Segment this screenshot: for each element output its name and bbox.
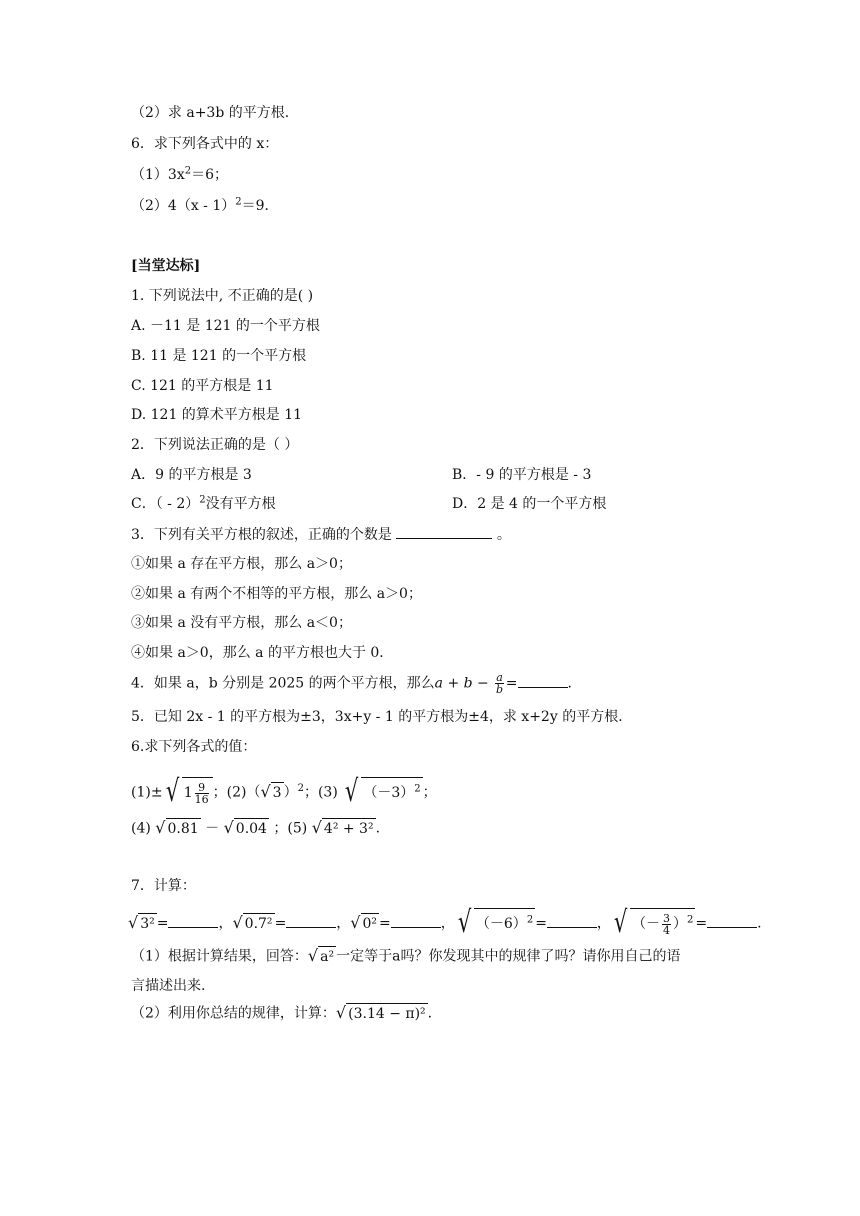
answer-blank[interactable] (707, 913, 757, 928)
answer-blank[interactable] (168, 913, 218, 928)
question-7-row: √ 3² = ， √ 0.7² = ， √ 0² = ， √ $(-6)^2$ = ， √ （－ $\frac{3}{4}$ ）$^2$ = . (128, 905, 762, 940)
radical: √ 1 $\frac{9}{16}$ (163, 777, 213, 808)
question-6-title: 6.求下列各式的值： (131, 739, 257, 755)
radical: √ 0.81 (155, 818, 199, 837)
answer-blank[interactable] (547, 913, 597, 928)
question-1-option-b: B. 11 是 121 的一个平方根 (131, 348, 307, 364)
question-3-item-3: ③如果 a 没有平方根，那么 a＜0； (131, 615, 352, 631)
question-5: 5．已知 2x - 1 的平方根为±3，3x+y - 1 的平方根为±4，求 x+2y 的平方根． (131, 709, 633, 725)
answer-blank[interactable] (391, 913, 441, 928)
radical: √ （－ $\frac{3}{4}$ ）$^2$ (613, 905, 694, 940)
radical: √ 3 (260, 782, 282, 801)
question-7-title: 7．计算： (131, 878, 196, 894)
q6-part1: $(1)3x^2=6$； (131, 165, 229, 183)
question-3: 3．下列有关平方根的叙述，正确的个数是 。 (131, 524, 511, 545)
radical: √ (3.14 − π)² (335, 1003, 426, 1022)
question-2-option-c: C．（ - 2）$^2$没有平方根 (131, 494, 276, 512)
question-6-row-1: (1)± √ 1 $\frac{9}{16}$ ；(2)（ √ 3 ）$^2$；(3) √ $(-3)^2$ ； (131, 774, 437, 809)
q5-part2: （2）求 a+3b 的平方根． (131, 105, 299, 121)
question-1-option-c: C. 121 的平方根是 11 (131, 378, 274, 394)
question-7-part-1-cont: 言描述出来. (131, 978, 206, 994)
question-4: 4．如果 a，b 分别是 2025 的两个平方根，那么a + b − $\frac{a}{b}$ = . (131, 671, 572, 696)
question-6-row-2: (4) √ 0.81 － √ 0.04 ；(5) √ 4² + 3² . (131, 818, 381, 837)
radical: √ 4² + 3² (311, 818, 374, 837)
question-1-option-a: A. －11 是 121 的一个平方根 (131, 318, 320, 334)
q6-part2: （2）4（x - 1）$^2$＝9． (131, 196, 279, 214)
question-3-item-2: ②如果 a 有两个不相等的平方根，那么 a＞0； (131, 586, 422, 602)
question-7-part-2: （2）利用你总结的规律，计算： √ (3.14 − π)² . (131, 1003, 433, 1022)
radical: √ 0.7² (232, 913, 273, 932)
question-2-option-a: A．9 的平方根是 3 (131, 467, 252, 483)
radical: √ 3² (128, 913, 155, 932)
section-heading: [当堂达标] (131, 258, 201, 274)
question-2: 2．下列说法正确的是（ ） (131, 437, 299, 453)
question-2-option-d: D．2 是 4 的一个平方根 (452, 496, 607, 512)
answer-blank[interactable] (396, 524, 492, 539)
fraction: $\frac{a}{b}$ (495, 671, 504, 696)
radical: √ $(-3)^2$ (345, 774, 421, 809)
question-1: 1. 下列说法中, 不正确的是( ) (131, 288, 314, 304)
radical: √ 0.04 (223, 818, 267, 837)
question-1-option-d: D. 121 的算术平方根是 11 (131, 407, 303, 423)
radical: √ a² (307, 946, 335, 965)
question-3-item-4: ④如果 a＞0，那么 a 的平方根也大于 0． (131, 645, 394, 661)
question-3-item-1: ①如果 a 存在平方根，那么 a＞0； (131, 556, 352, 572)
answer-blank[interactable] (518, 673, 568, 688)
radical: √ 0² (350, 913, 378, 932)
question-2-option-b: B．- 9 的平方根是 - 3 (452, 467, 592, 483)
question-7-part-1: （1）根据计算结果，回答： √ a² 一定等于a吗？你发现其中的规律了吗？请你用自己的语 (131, 946, 681, 965)
answer-blank[interactable] (286, 913, 336, 928)
q6-title: 6．求下列各式中的 x： (131, 136, 279, 152)
radical: √ $(-6)^2$ (457, 905, 534, 940)
